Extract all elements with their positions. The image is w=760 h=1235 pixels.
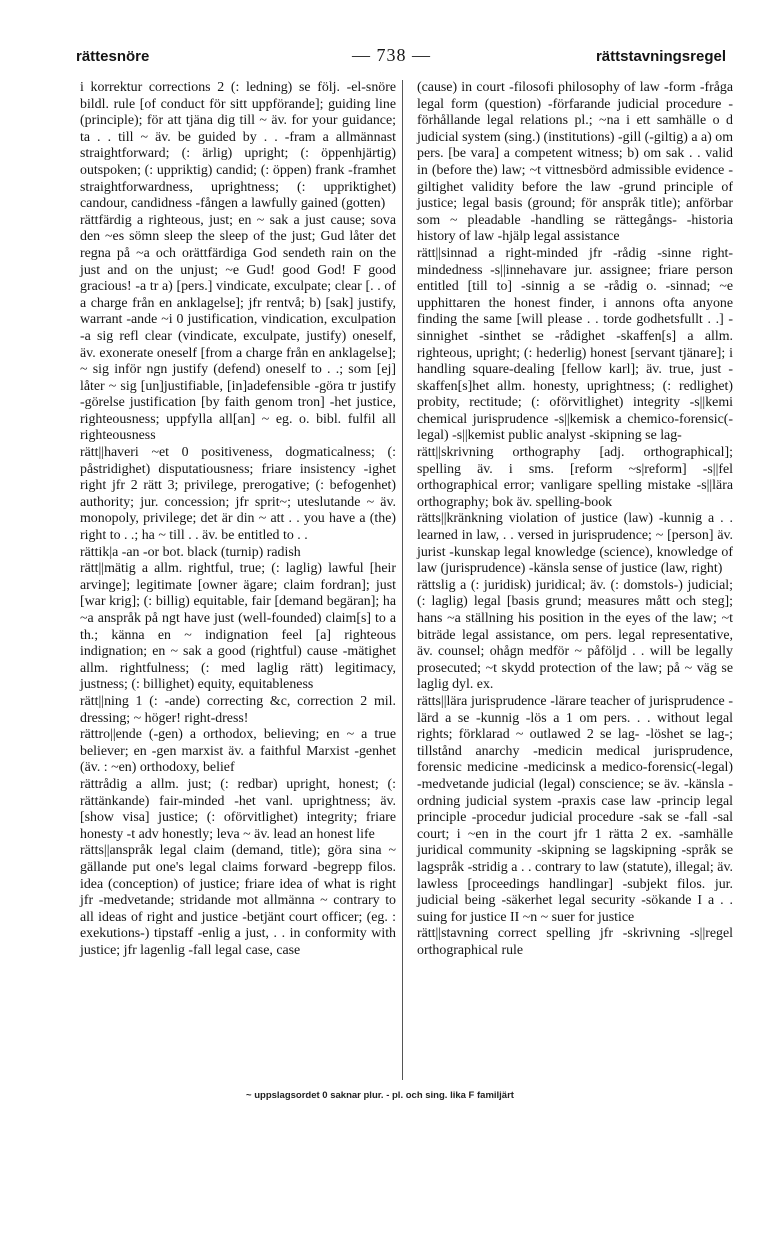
dictionary-entry: rätt||skrivning orthography [adj. orthographical]; spelling äv. i sms. [reform ~s|reform] -s||fel orthographical error; vanligare spelling mistake -s||lära orthography; bok äv. spelling-book — [417, 445, 733, 510]
dictionary-entry: rättrådig a allm. just; (: redbar) upright, honest; (: rättänkande) fair-minded -het vanl. uprightness; äv. [show visa] justice; (: oförvitlighet) integrity; friare honesty -t adv honestly; leva ~ äv. lead an honest life — [80, 776, 396, 842]
dictionary-entry: (cause) in court -filosofi philosophy of law -form -fråga legal form (question) -förfarande judicial procedure -förhållande legal relations pl.; ~na i ett samhälle o d judicial system (sing.) (institutions) -gill (-giltig) a a) om pers. [be vara] a competent witness; b) om sak . . valid in (before the) law; ~t vittnesbörd admissible evidence -giltighet validity before the law -grund principle of justice; legal basis (ground; för anspråk title); anförbar som ~ pleadable -handling se rättegångs- -historia history of law -hjälp legal assistance — [417, 80, 733, 245]
dictionary-entry: rätt||sinnad a right-minded jfr -rådig -sinne right-mindedness -s||innehavare jur. assignee; friare person entitled [till to] -sinnig a se -rådig o. -sinnad; ~e upphittaren the honest finder, i annons ofta anyone finding the same [will please . . torde godhetsfullt . .] -sinnighet -sinthet se -rådighet -skaffen[s] a allm. righteous, upright; (: hederlig) honest [servant tjänare]; i handling square-dealing [fellow karl]; äv. true, just -skaffen[s]het allm. honesty, uprightness; (: redlighet) probity, rectitude; (: oförvitlighet) integrity -s||kemi chemical jurisprudence -s||kemisk a chemico-forensic(-legal) -s||kemist public analyst -skipning se lag- — [417, 245, 733, 444]
header-left-word: rättesnöre — [76, 48, 150, 65]
dictionary-entry: rättfärdig a righteous, just; en ~ sak a just cause; sova den ~es sömn sleep the sleep of the just; Gud låter det regna på ~a och orättfärdiga God sendeth rain on the just and on the unjust; ~e Gud! good God! F good gracious! -a tr a) [pers.] vindicate, exculpate; clear [. . of a charge från en anklagelse]; jfr rentvå; b) [sak] justify, warrant -ande ~i 0 justification, vindication, exculpation -a sig refl clear (vindicate, exculpate, justify) oneself, äv. exonerate oneself [from a charge från en anklagelse]; ~ sig inför ngn justify (defend) oneself to . .; som [ej] låter ~ sig [un]justifiable, [in]adefensible -göra tr justify -görelse justification [by faith genom tron] -het justice, righteousness; uppfylla all[an] ~ eg. o. bibl. fulfil all righteousness — [80, 212, 396, 444]
dictionary-entry: rätt||stavning correct spelling jfr -skrivning -s||regel orthographical rule — [417, 926, 733, 958]
dictionary-entry: i korrektur corrections 2 (: ledning) se följ. -el-snöre bildl. rule [of conduct för sitt uppförande]; guiding line (principle); för att tjäna dig till ~ äv. for your guidance; ta . . till ~ äv. be guided by . . -fram a allmännast straightforward; (: ärlig) upright; (: öppenhjärtig) outspoken; (: uppriktig) candid; (: öppen) frank -framhet straightforwardness, uprightness; (: uppriktighet) candour, candidness -fången a lawfully gained (gotten) — [80, 80, 396, 212]
dictionary-entry: rätt||mätig a allm. rightful, true; (: laglig) lawful [heir arvinge]; legitimate [owner ägare; claim fordran]; just [war krig]; (: billig) equitable, fair [demand begäran]; ha ~a anspråk på ngt have just (well-founded) claim[s] to a th.; känna en ~ indignation feel [a] righteous indignation; en ~ sak a good (rightful) cause -mätighet allm. rightfulness; (: med laglig rätt) legitimacy, justness; (: billighet) equity, equitableness — [80, 561, 396, 693]
dictionary-entry: rätt||haveri ~et 0 positiveness, dogmaticalness; (: påstridighet) disputatiousness; friare insistency -ighet right jfr 2 rätt 3; privilege, prerogative; (: befogenhet) authority; jur. concession; jfr sprit~; uteslutande ~ äv. monopoly, privilege; det är din ~ att . . you have a (the) right to . .; ha ~ till . . äv. be entitled to . . — [80, 445, 396, 544]
dictionary-entry: rättik|a -an -or bot. black (turnip) radish — [80, 544, 301, 560]
dictionary-entry: rättslig a (: juridisk) juridical; äv. (: domstols-) judicial; (: laglig) legal [basis grund; measures mått och steg]; hans ~a ställning his position in the eyes of the law; ~t biträde legal assistance, om pers. legal representative, äv. counsel; ohågn medför ~ påföljd . . will be legally prosecuted; ~t skydd protection of the law; på ~ väg se laglig dyl. ex. — [417, 577, 733, 693]
dictionary-entry: rätt||ning 1 (: -ande) correcting &c, correction 2 mil. dressing; ~ höger! right-dress! — [80, 693, 396, 726]
dictionary-entry: rätts||lära jurisprudence -lärare teacher of jurisprudence -lärd a se -kunnig -lös a 1 om pers. . . without legal rights; förklarad ~ outlawed 2 se lag- -löshet se lag-; tillstånd anarchy -medicin medical jurisprudence, forensic medicine -medicinsk a medico-forensic(-legal) -medvetande judicial (legal) conscience; se äv. -känsla -ordning judicial system -praxis case law -princip legal principle -procedur judicial procedure -sak se -fall -sal court; i ~en in the court jfr 1 rätta 2 ex. -samhälle juridical community -skipning se lagskipning -språk se lagspråk -stridig a . . contrary to law (statute), illegal; äv. lawless [proceedings handlingar] -subjekt filos. jur. judicial being -säkerhet legal security -sökande I a . . suing for justice II ~n ~ suer for justice — [417, 693, 733, 925]
footer-legend: ~ uppslagsordet 0 saknar plur. - pl. och sing. lika F familjärt — [246, 1090, 514, 1101]
dictionary-entry: rätts||kränkning violation of justice (law) -kunnig a . . learned in law, . . versed in jurisprudence; ~ [person] äv. jurist -kunskap legal knowledge (science), knowledge of law (jurisprudence) -känsla sense of justice (law, right) — [417, 511, 733, 577]
dictionary-entry: rättro||ende (-gen) a orthodox, believing; en ~ a true believer; en -gen marxist äv. a faithful Marxist -genhet (äv. : ~en) orthodoxy, belief — [80, 727, 396, 776]
left-column — [80, 80, 396, 959]
dictionary-entry: rätts||anspråk legal claim (demand, title); göra sina ~ gällande put one's legal claims forward -begrepp filos. idea (conception) of justice; friare idea of what is right jfr -medvetande; stridande mot allmänna ~ contrary to all ideas of right and justice -betjänt court officer; (eg. : exekutions-) tipstaff -enlig a just, . . in conformity with justice; jfr lagenlig -fall legal case, case — [80, 843, 396, 958]
page-number: — 738 — — [352, 45, 431, 65]
column-divider — [402, 80, 403, 1080]
right-column — [417, 80, 733, 959]
header-right-word: rättstavningsregel — [595, 48, 726, 65]
